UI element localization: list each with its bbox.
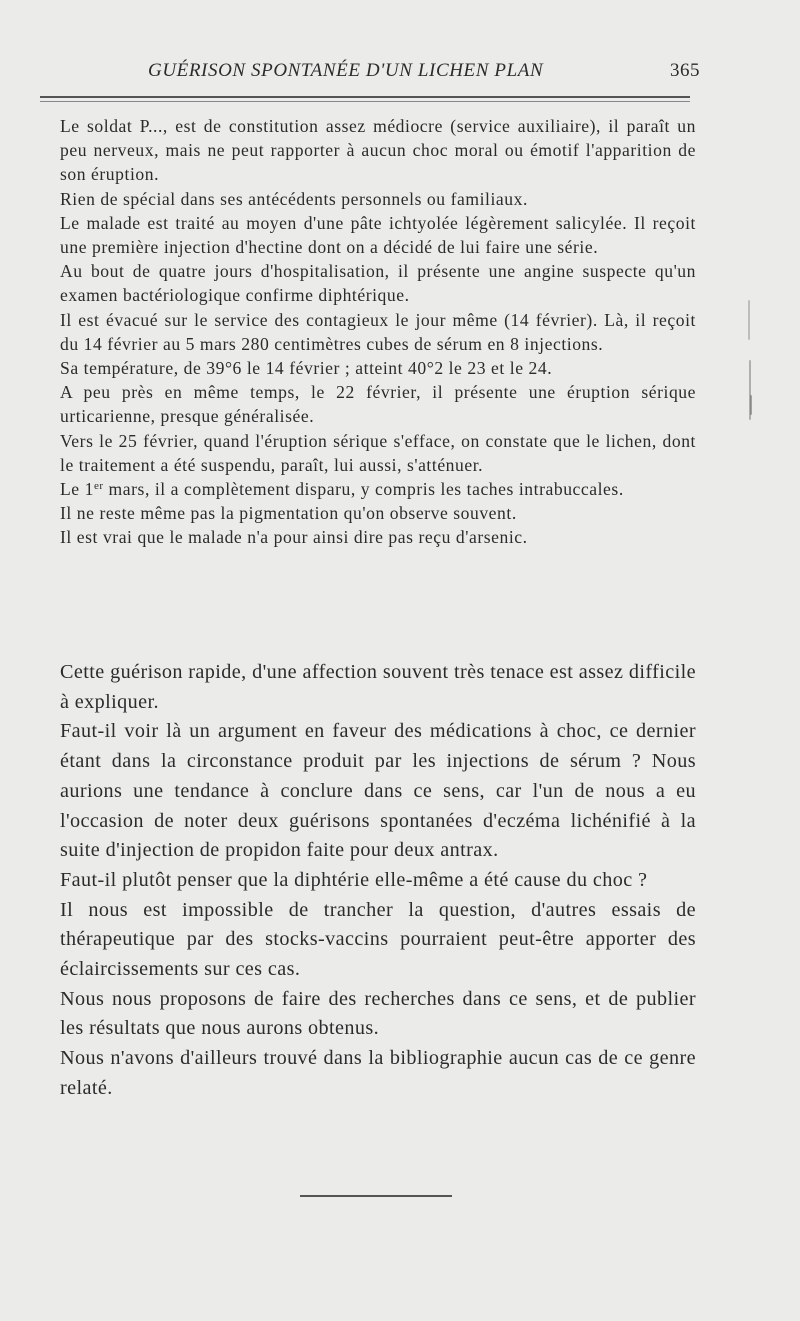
case-report-section — [60, 114, 696, 550]
case-report-paragraph: Il ne reste même pas la pigmentation qu'on observe souvent. — [60, 503, 517, 524]
margin-speck — [748, 300, 750, 340]
case-report-paragraph: Il est évacué sur le service des contagieux le jour même (14 février). Là, il reçoit du 14 février au 5 mars 280 centimètres cubes de sérum en 8 injections. — [60, 309, 696, 354]
running-head — [40, 60, 700, 88]
case-report-paragraph: Le malade est traité au moyen d'une pâte ichtyolée légèrement salicylée. Il reçoit une première injection d'hectine dont on a décidé de lui faire une série. — [60, 212, 696, 258]
mars-rest: mars, il a complètement disparu, y compris les taches intrabuccales. — [103, 479, 624, 500]
discussion-paragraph: Faut-il plutôt penser que la diphtérie elle-même a été cause du choc ? — [60, 868, 648, 891]
discussion-section — [60, 658, 696, 1104]
header-rule-thin — [40, 101, 690, 102]
discussion-paragraph: Cette guérison rapide, d'une affection souvent très tenace est assez difficile à expliquer. — [60, 661, 696, 713]
case-report-paragraph: A peu près en même temps, le 22 février, il présente une éruption sérique urticarienne, presque généralisée. — [60, 382, 696, 427]
running-title: GUÉRISON SPONTANÉE D'UN LICHEN PLAN — [148, 60, 544, 81]
case-report-paragraph-mars — [60, 477, 696, 501]
page-number: 365 — [670, 60, 700, 81]
case-report-paragraph: Au bout de quatre jours d'hospitalisation, il présente une angine suspecte qu'un examen bactériologique confirme diphtérique. — [60, 261, 696, 306]
mars-lead: Le 1 — [60, 479, 94, 500]
discussion-paragraph: Faut-il voir là un argument en faveur des médications à choc, ce dernier étant dans la circonstance produit par les injections de sérum ? Nous aurions une tendance à conclure dans ce sens, car l'un de nous a eu l'occasion de noter deux guérisons spontanées d'eczéma lichénifié à la suite d'injection de propidon faite pour deux antrax. — [60, 720, 696, 862]
discussion-paragraph: Il nous est impossible de trancher la question, d'autres essais de thérapeutique par des stocks-vaccins pourraient peut-être apporter des éclaircissements sur ces cas. — [60, 898, 696, 981]
end-rule — [300, 1195, 452, 1197]
discussion-paragraph: Nous nous proposons de faire des recherches dans ce sens, et de publier les résultats que nous aurons obtenus. — [60, 987, 696, 1040]
case-report-paragraph: Vers le 25 février, quand l'éruption sérique s'efface, on constate que le lichen, dont le traitement a été suspendu, paraît, lui aussi, s'atténuer. — [60, 430, 696, 475]
case-report-paragraph: Il est vrai que le malade n'a pour ainsi dire pas reçu d'arsenic. — [60, 527, 528, 548]
mars-superscript: er — [93, 480, 104, 493]
case-report-paragraph: Le soldat P..., est de constitution assez médiocre (service auxiliaire), il paraît un peu nerveux, mais ne peut rapporter à aucun choc moral ou émotif l'apparition de son éruption. — [60, 116, 696, 185]
margin-speck — [750, 395, 752, 415]
header-rule — [40, 96, 690, 98]
case-report-paragraph: Rien de spécial dans ses antécédents personnels ou familiaux. — [60, 188, 528, 209]
discussion-paragraph: Nous n'avons d'ailleurs trouvé dans la bibliographie aucun cas de ce genre relaté. — [60, 1047, 696, 1099]
case-report-paragraph: Sa température, de 39°6 le 14 février ; atteint 40°2 le 23 et le 24. — [60, 358, 553, 379]
